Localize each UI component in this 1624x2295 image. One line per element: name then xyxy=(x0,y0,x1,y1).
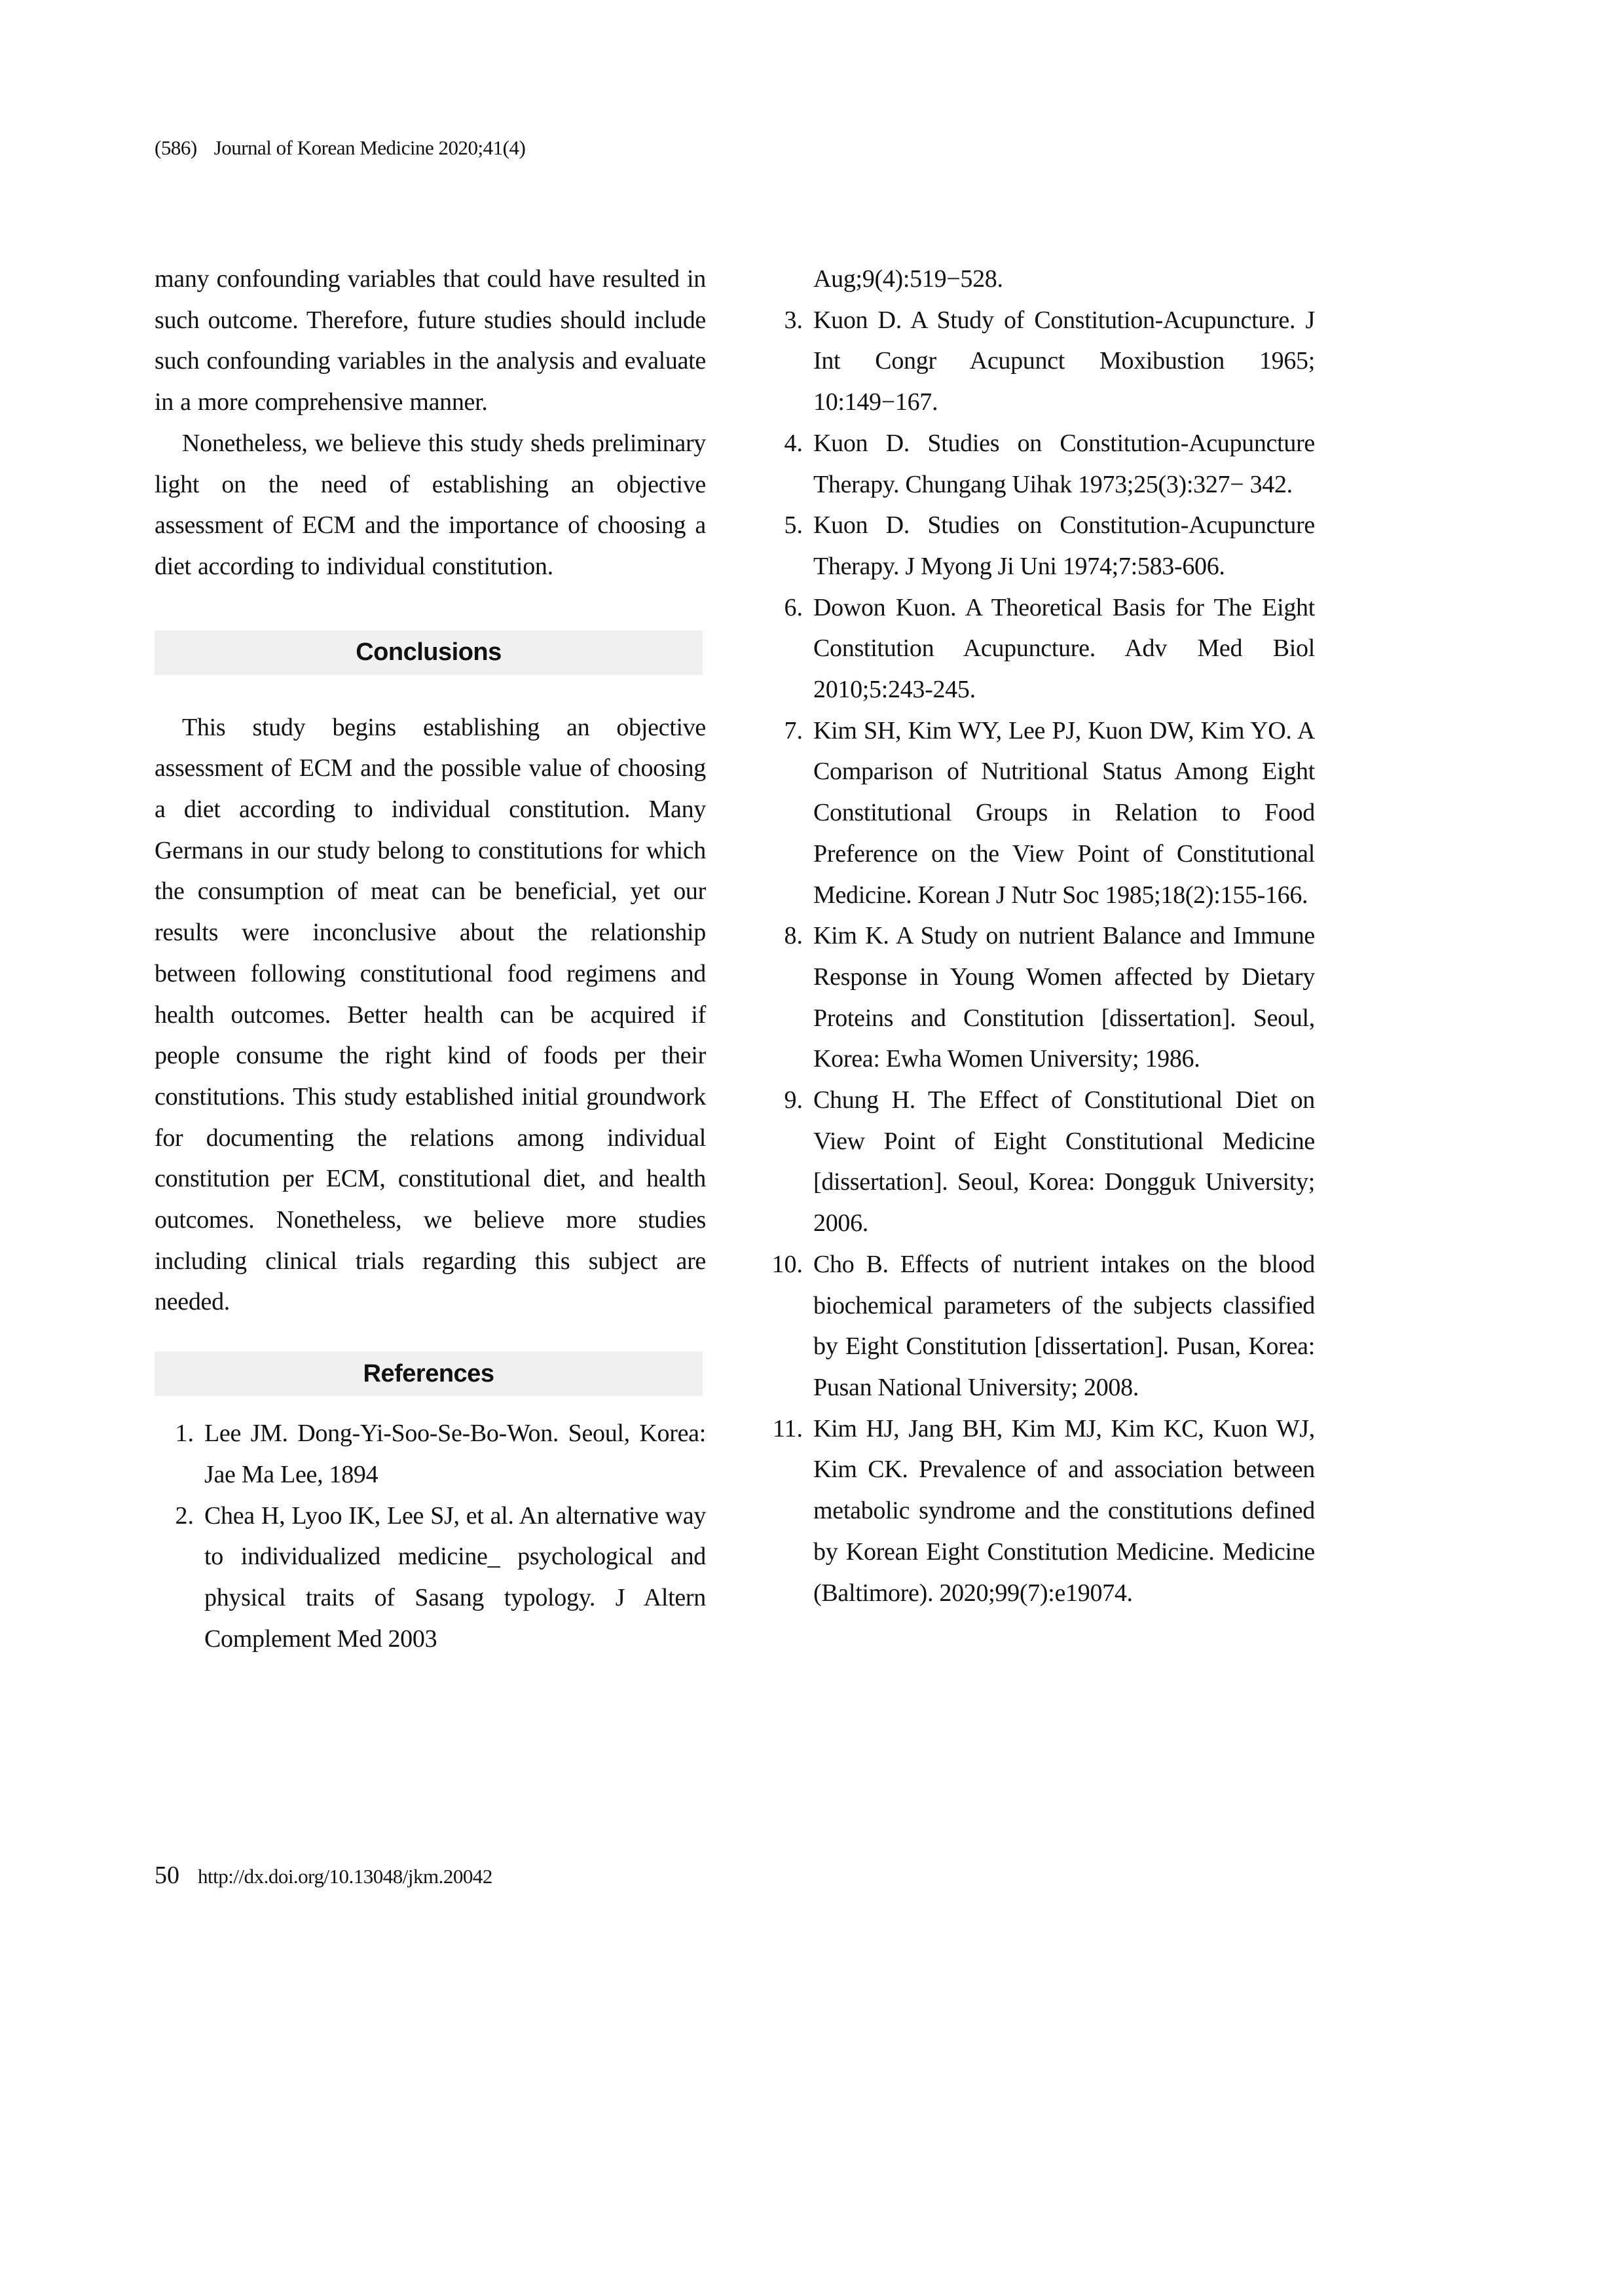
page-folio: 50 xyxy=(155,1862,179,1889)
reference-text: Aug;9(4):519−528. xyxy=(813,265,1003,293)
reference-item xyxy=(764,1244,1315,1408)
reference-text: Lee JM. Dong-Yi-Soo-Se-Bo-Won. Seoul, Korea: Jae Ma Lee, 1894 xyxy=(204,1420,706,1488)
reference-text: Kuon D. Studies on Constitution-Acupuncture Therapy. Chungang Uihak 1973;25(3):327− 342. xyxy=(813,429,1315,498)
right-column xyxy=(764,259,1315,1613)
reference-continuation xyxy=(764,259,1315,300)
reference-number: 4. xyxy=(784,429,803,457)
reference-item xyxy=(764,300,1315,423)
reference-text: Dowon Kuon. A Theoretical Basis for The Eight Constitution Acupuncture. Adv Med Biol 2010;5:243-245. xyxy=(813,593,1315,704)
reference-text: Kuon D. A Study of Constitution-Acupuncture. J Int Congr Acupunct Moxibustion 1965; 10:149−167. xyxy=(813,306,1315,416)
running-header xyxy=(155,135,525,161)
reference-item xyxy=(764,1408,1315,1614)
reference-number: 8. xyxy=(784,922,803,950)
reference-number: 7. xyxy=(784,716,803,744)
conclusions-heading-label: Conclusions xyxy=(356,638,502,667)
reference-text: Kim HJ, Jang BH, Kim MJ, Kim KC, Kuon WJ, Kim CK. Prevalence of and association between metabolic syndrome and the constitutions defined by Korean Eight Constitution Medicine. Medicine (Baltimore). 2020;99(7):e19074. xyxy=(813,1414,1315,1607)
page-footer xyxy=(155,1861,492,1890)
spacer xyxy=(155,675,706,707)
discussion-paragraph: Nonetheless, we believe this study sheds preliminary light on the need of establishing an objective assessment of ECM and the importance of choosing a diet according to individual constitution. xyxy=(155,429,706,580)
reference-item xyxy=(764,423,1315,505)
spacer xyxy=(155,587,706,631)
reference-number: 9. xyxy=(784,1086,803,1114)
reference-number: 1. xyxy=(175,1420,194,1448)
reference-text: Chung H. The Effect of Constitutional Diet on View Point of Eight Constitutional Medicine [dissertation]. Seoul, Korea: Dongguk University; 2006. xyxy=(813,1086,1315,1238)
reference-list-left xyxy=(155,1413,706,1659)
reference-list-right xyxy=(764,259,1315,1613)
spacer xyxy=(155,1323,706,1351)
reference-text: Chea H, Lyoo IK, Lee SJ, et al. An alternative way to individualized medicine_ psychological and physical traits of Sasang typology. J Altern Complement Med 2003 xyxy=(204,1501,706,1653)
journal-title: Journal of Korean Medicine 2020;41(4) xyxy=(213,136,526,159)
reference-number: 11. xyxy=(772,1414,803,1442)
reference-item xyxy=(764,505,1315,587)
reference-item xyxy=(764,915,1315,1080)
reference-item xyxy=(155,1496,706,1660)
references-heading xyxy=(155,1351,703,1396)
reference-number: 6. xyxy=(784,593,803,621)
left-column xyxy=(155,259,706,1659)
discussion-paragraph: many confounding variables that could have resulted in such outcome. Therefore, future studies should include such confounding variables in the analysis and evaluate in a more comprehensive manner. xyxy=(155,265,706,416)
journal-page-number: (586) xyxy=(155,136,197,159)
reference-item xyxy=(155,1413,706,1495)
reference-text: Kuon D. Studies on Constitution-Acupuncture Therapy. J Myong Ji Uni 1974;7:583-606. xyxy=(813,511,1315,580)
reference-item xyxy=(764,587,1315,710)
reference-number: 5. xyxy=(784,511,803,540)
reference-text: Kim K. A Study on nutrient Balance and Immune Response in Young Women affected by Dietary Proteins and Constitution [dissertation]. Seoul, Korea: Ewha Women University; 1986. xyxy=(813,922,1315,1073)
reference-item xyxy=(764,710,1315,916)
reference-number: 3. xyxy=(784,306,803,334)
doi-link[interactable]: http://dx.doi.org/10.13048/jkm.20042 xyxy=(198,1865,492,1888)
reference-number: 2. xyxy=(175,1501,194,1530)
references-heading-label: References xyxy=(363,1359,494,1387)
reference-text: Cho B. Effects of nutrient intakes on the blood biochemical parameters of the subjects classified by Eight Constitution [dissertation]. Pusan, Korea: Pusan National University; 2008. xyxy=(813,1250,1315,1401)
spacer xyxy=(155,1396,706,1413)
reference-number: 10. xyxy=(771,1250,803,1278)
reference-text: Kim SH, Kim WY, Lee PJ, Kuon DW, Kim YO. A Comparison of Nutritional Status Among Eight Constitutional Groups in Relation to Food Preference on the View Point of Constitutional Medicine. Korean J Nutr Soc 1985;18(2):155-166. xyxy=(813,716,1315,909)
conclusions-paragraph: This study begins establishing an objective assessment of ECM and the possible value of choosing a diet according to individual constitution. Many Germans in our study belong to constitutions for which the consumption of meat can be beneficial, yet our results were inconclusive about the relationship between following constitutional food regimens and health outcomes. Better health can be acquired if people consume the right kind of foods per their constitutions. This study established initial groundwork for documenting the relations among individual constitution per ECM, constitutional diet, and health outcomes. Nonetheless, we believe more studies including clinical trials regarding this subject are needed. xyxy=(155,713,706,1316)
conclusions-heading xyxy=(155,631,703,675)
reference-item xyxy=(764,1080,1315,1244)
